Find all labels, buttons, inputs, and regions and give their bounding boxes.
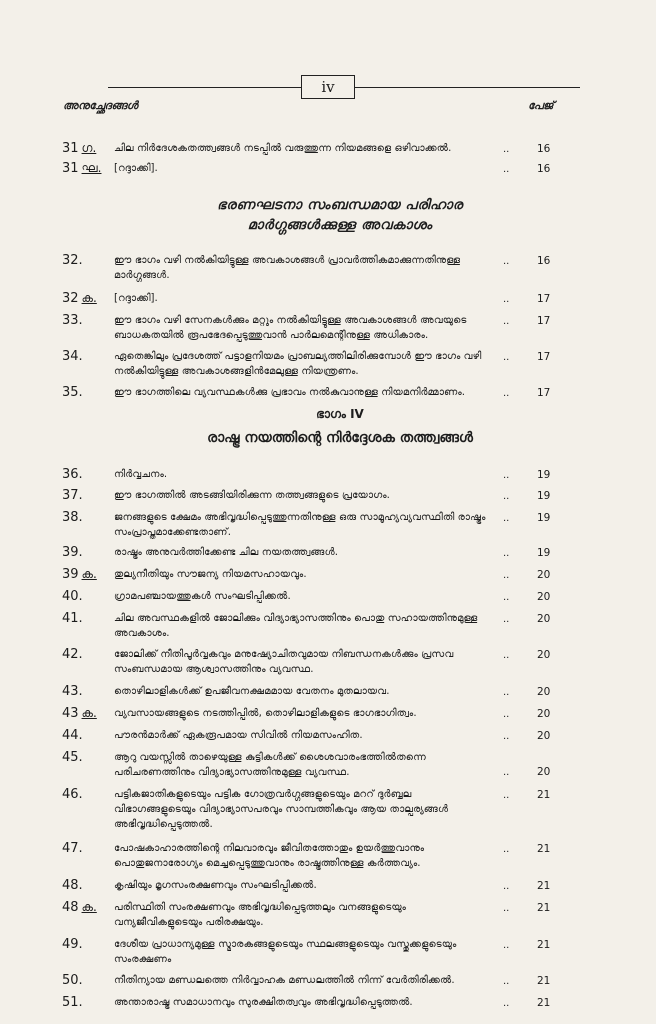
article-number: 37. [62,488,83,503]
column-heading-page: പേജ് [528,99,554,112]
page-ref: 20 [537,766,551,778]
article-number: 31 ഗ. [62,141,97,156]
page-ref: 20 [537,569,551,581]
leader-dots: .. [503,903,510,914]
article-title: പൗരൻമാർക്ക് ഏകരൂപമായ സിവിൽ നിയമസംഹിത. [114,730,363,741]
page-ref: 19 [537,490,551,502]
article-number: 35. [62,385,83,400]
page-ref: 21 [537,789,551,801]
leader-dots: .. [503,790,510,801]
page-number-box: iv [301,75,355,99]
article-title: ദേശീയ പ്രാധാന്യമുള്ള സ്മാരകങ്ങളുടെയും സ്ഥലങ്ങളുടെയും വസ്തുക്കളുടെയും സംരക്ഷണം [114,939,457,965]
article-number: 36. [62,467,83,482]
leader-dots: .. [503,388,510,399]
article-title: തുല്യനീതിയും സൗജന്യ നിയമസഹായവും. [114,569,307,580]
article-title: ഏതെങ്കിലും പ്രദേശത്ത് പട്ടാളനിയമം പ്രാബല്യത്തിലിരിക്കുമ്പോൾ ഈ ഭാഗം വഴി നൽകിയിട്ടുള്ള അവകാശങ്ങളിൻമേലുള്ള നിയന്ത്രണം. [114,351,482,377]
article-number: 48. [62,878,83,893]
leader-dots: .. [503,881,510,892]
article-title: ആറു വയസ്സിൽ താഴെയുള്ള കുട്ടികൾക്ക് ശൈശവാരംഭത്തിൽതന്നെ പരിചരണത്തിനും വിദ്യാഭ്യാസത്തിനുമുള്ള വ്യവസ്ഥ. [114,752,426,778]
page-ref: 20 [537,730,551,742]
article-title: ഗ്രാമപഞ്ചായത്തുകൾ സംഘടിപ്പിക്കൽ. [114,591,291,602]
article-number: 32 ക. [62,291,97,306]
page-ref: 21 [537,880,551,892]
article-number: 48 ക. [62,900,97,915]
article-title: നീതിന്യായ മണ്ഡലത്തെ നിർവ്വാഹക മണ്ഡലത്തിൽ നിന്ന് വേർതിരിക്കൽ. [114,975,455,986]
article-title: [റദ്ദാക്കി]. [114,293,158,304]
article-title: ചില അവസ്ഥകളിൽ ജോലിക്കും വിദ്യാഭ്യാസത്തിനും പൊതു സഹായത്തിനുമുള്ള അവകാശം. [114,613,478,639]
article-number: 41. [62,611,83,626]
page-ref: 21 [537,997,551,1009]
article-title: പോഷകാഹാരത്തിന്റെ നിലവാരവും ജീവിതത്തോതും ഉയർത്തുവാനും പൊതുജനാരോഗ്യം മെച്ചപ്പെടുത്തുവാനും രാഷ്ട്രത്തിനുള്ള കർത്തവ്യം. [114,843,425,869]
page-ref: 17 [537,293,551,305]
article-title: നിർവ്വചനം. [114,469,168,480]
page-ref: 20 [537,613,551,625]
article-number: 49. [62,937,83,952]
article-title: തൊഴിലാളികൾക്ക് ഉപജീവനക്ഷമമായ വേതനം മുതലായവ. [114,686,390,697]
article-title: ഈ ഭാഗത്തിലെ വ്യവസ്ഥകൾക്കു പ്രഭാവം നൽകുവാനുള്ള നിയമനിർമ്മാണം. [114,387,465,398]
page-ref: 19 [537,469,551,481]
article-title: പരിസ്ഥിതി സംരക്ഷണവും അഭിവൃദ്ധിപ്പെടുത്തലും വനങ്ങളുടെയും വന്യജീവികളുടെയും പരിരക്ഷയും. [114,902,407,928]
page-ref: 20 [537,686,551,698]
leader-dots: .. [503,844,510,855]
page-ref: 20 [537,708,551,720]
article-number: 39. [62,545,83,560]
article-number: 31 ഘ. [62,161,102,176]
article-title: ഈ ഭാഗം വഴി നൽകിയിട്ടുള്ള അവകാശങ്ങൾ പ്രാവർത്തികമാക്കുന്നതിനുള്ള മാർഗ്ഗങ്ങൾ. [114,255,461,281]
leader-dots: .. [503,294,510,305]
leader-dots: .. [503,650,510,661]
leader-dots: .. [503,548,510,559]
page-ref: 21 [537,939,551,951]
leader-dots: .. [503,316,510,327]
leader-dots: .. [503,767,510,778]
page-ref: 16 [537,143,551,155]
article-title: [റദ്ദാക്കി]. [114,163,158,174]
leader-dots: .. [503,256,510,267]
page-ref: 16 [537,163,551,175]
section-heading-line-1: ഭരണഘടനാ സംബന്ധമായ പരിഹാര [217,197,463,213]
article-title: ഈ ഭാഗം വഴി സേനകൾക്കും മറ്റും നൽകിയിട്ടുള്ള അവകാശങ്ങൾ അവയുടെ ബാധകതയിൽ രൂപഭേദപ്പെടുത്തുവാൻ പാർലമെന്റിനുള്ള അധികാരം. [114,315,467,341]
leader-dots: .. [503,976,510,987]
page-ref: 17 [537,351,551,363]
leader-dots: .. [503,998,510,1009]
page-ref: 20 [537,591,551,603]
article-number: 51. [62,995,83,1010]
article-title: ഈ ഭാഗത്തിൽ അടങ്ങിയിരിക്കുന്ന തത്ത്വങ്ങളുടെ പ്രയോഗം. [114,490,390,501]
leader-dots: .. [503,144,510,155]
article-number: 43 ക. [62,706,97,721]
leader-dots: .. [503,513,510,524]
article-number: 46. [62,787,83,802]
page-ref: 21 [537,975,551,987]
page-ref: 20 [537,649,551,661]
article-number: 34. [62,349,83,364]
article-number: 45. [62,750,83,765]
leader-dots: .. [503,164,510,175]
article-title: അന്താരാഷ്ട്ര സമാധാനവും സുരക്ഷിതത്വവും അഭിവൃദ്ധിപ്പെടുത്തൽ. [114,997,413,1008]
article-number: 32. [62,253,83,268]
column-heading-articles: അനുച്ഛേദങ്ങൾ [63,99,138,112]
page-ref: 19 [537,512,551,524]
leader-dots: .. [503,352,510,363]
leader-dots: .. [503,491,510,502]
article-title: പട്ടികജാതികളുടെയും പട്ടിക ഗോത്രവർഗ്ഗങ്ങളുടെയും മററ് ദുർബ്ബല വിഭാഗങ്ങളുടെയും വിദ്യാഭ്യാസപരവും സാമ്പത്തികവും ആയ താല്പര്യങ്ങൾ അഭിവൃദ്ധിപ്പെടുത്തൽ. [114,789,449,830]
article-number: 40. [62,589,83,604]
article-number: 42. [62,647,83,662]
leader-dots: .. [503,570,510,581]
article-number: 39 ക. [62,567,97,582]
part-label: ഭാഗം IV [316,407,364,421]
page-ref: 19 [537,547,551,559]
article-title: വ്യവസായങ്ങളുടെ നടത്തിപ്പിൽ, തൊഴിലാളികളുടെ ഭാഗഭാഗിത്വം. [114,708,417,719]
leader-dots: .. [503,687,510,698]
article-number: 38. [62,510,83,525]
article-title: രാഷ്ട്രം അനുവർത്തിക്കേണ്ട ചില നയതത്ത്വങ്ങൾ. [114,547,339,558]
leader-dots: .. [503,940,510,951]
leader-dots: .. [503,614,510,625]
page-ref: 17 [537,315,551,327]
part-title: രാഷ്ട്ര നയത്തിന്റെ നിർദ്ദേശക തത്ത്വങ്ങൾ [207,430,473,446]
article-title: കൃഷിയും മൃഗസംരക്ഷണവും സംഘടിപ്പിക്കൽ. [114,880,317,891]
section-heading-line-2: മാർഗ്ഗങ്ങൾക്കുള്ള അവകാശം [247,217,433,233]
leader-dots: .. [503,731,510,742]
leader-dots: .. [503,709,510,720]
article-title: ജോലിക്ക് നീതിപൂർവ്വകവും മനുഷ്യോചിതവുമായ നിബന്ധനകൾക്കും പ്രസവ സംബന്ധമായ ആശ്വാസത്തിനും വ്യവസ്ഥ. [114,649,454,675]
article-number: 43. [62,684,83,699]
page-ref: 16 [537,255,551,267]
article-number: 33. [62,313,83,328]
page-ref: 21 [537,843,551,855]
leader-dots: .. [503,470,510,481]
article-title: ജനങ്ങളുടെ ക്ഷേമം അഭിവൃദ്ധിപ്പെടുത്തുന്നതിനുള്ള ഒരു സാമൂഹ്യവ്യവസ്ഥിതി രാഷ്ട്രം സംപ്രാപ്തമാക്കേണ്ടതാണ്. [114,512,486,538]
page-ref: 17 [537,387,551,399]
article-title: ചില നിർദേശകതത്ത്വങ്ങൾ നടപ്പിൽ വരുത്തുന്ന നിയമങ്ങളെ ഒഴിവാക്കൽ. [114,143,452,154]
article-number: 47. [62,841,83,856]
leader-dots: .. [503,592,510,603]
article-number: 50. [62,973,83,988]
page-ref: 21 [537,902,551,914]
article-number: 44. [62,728,83,743]
